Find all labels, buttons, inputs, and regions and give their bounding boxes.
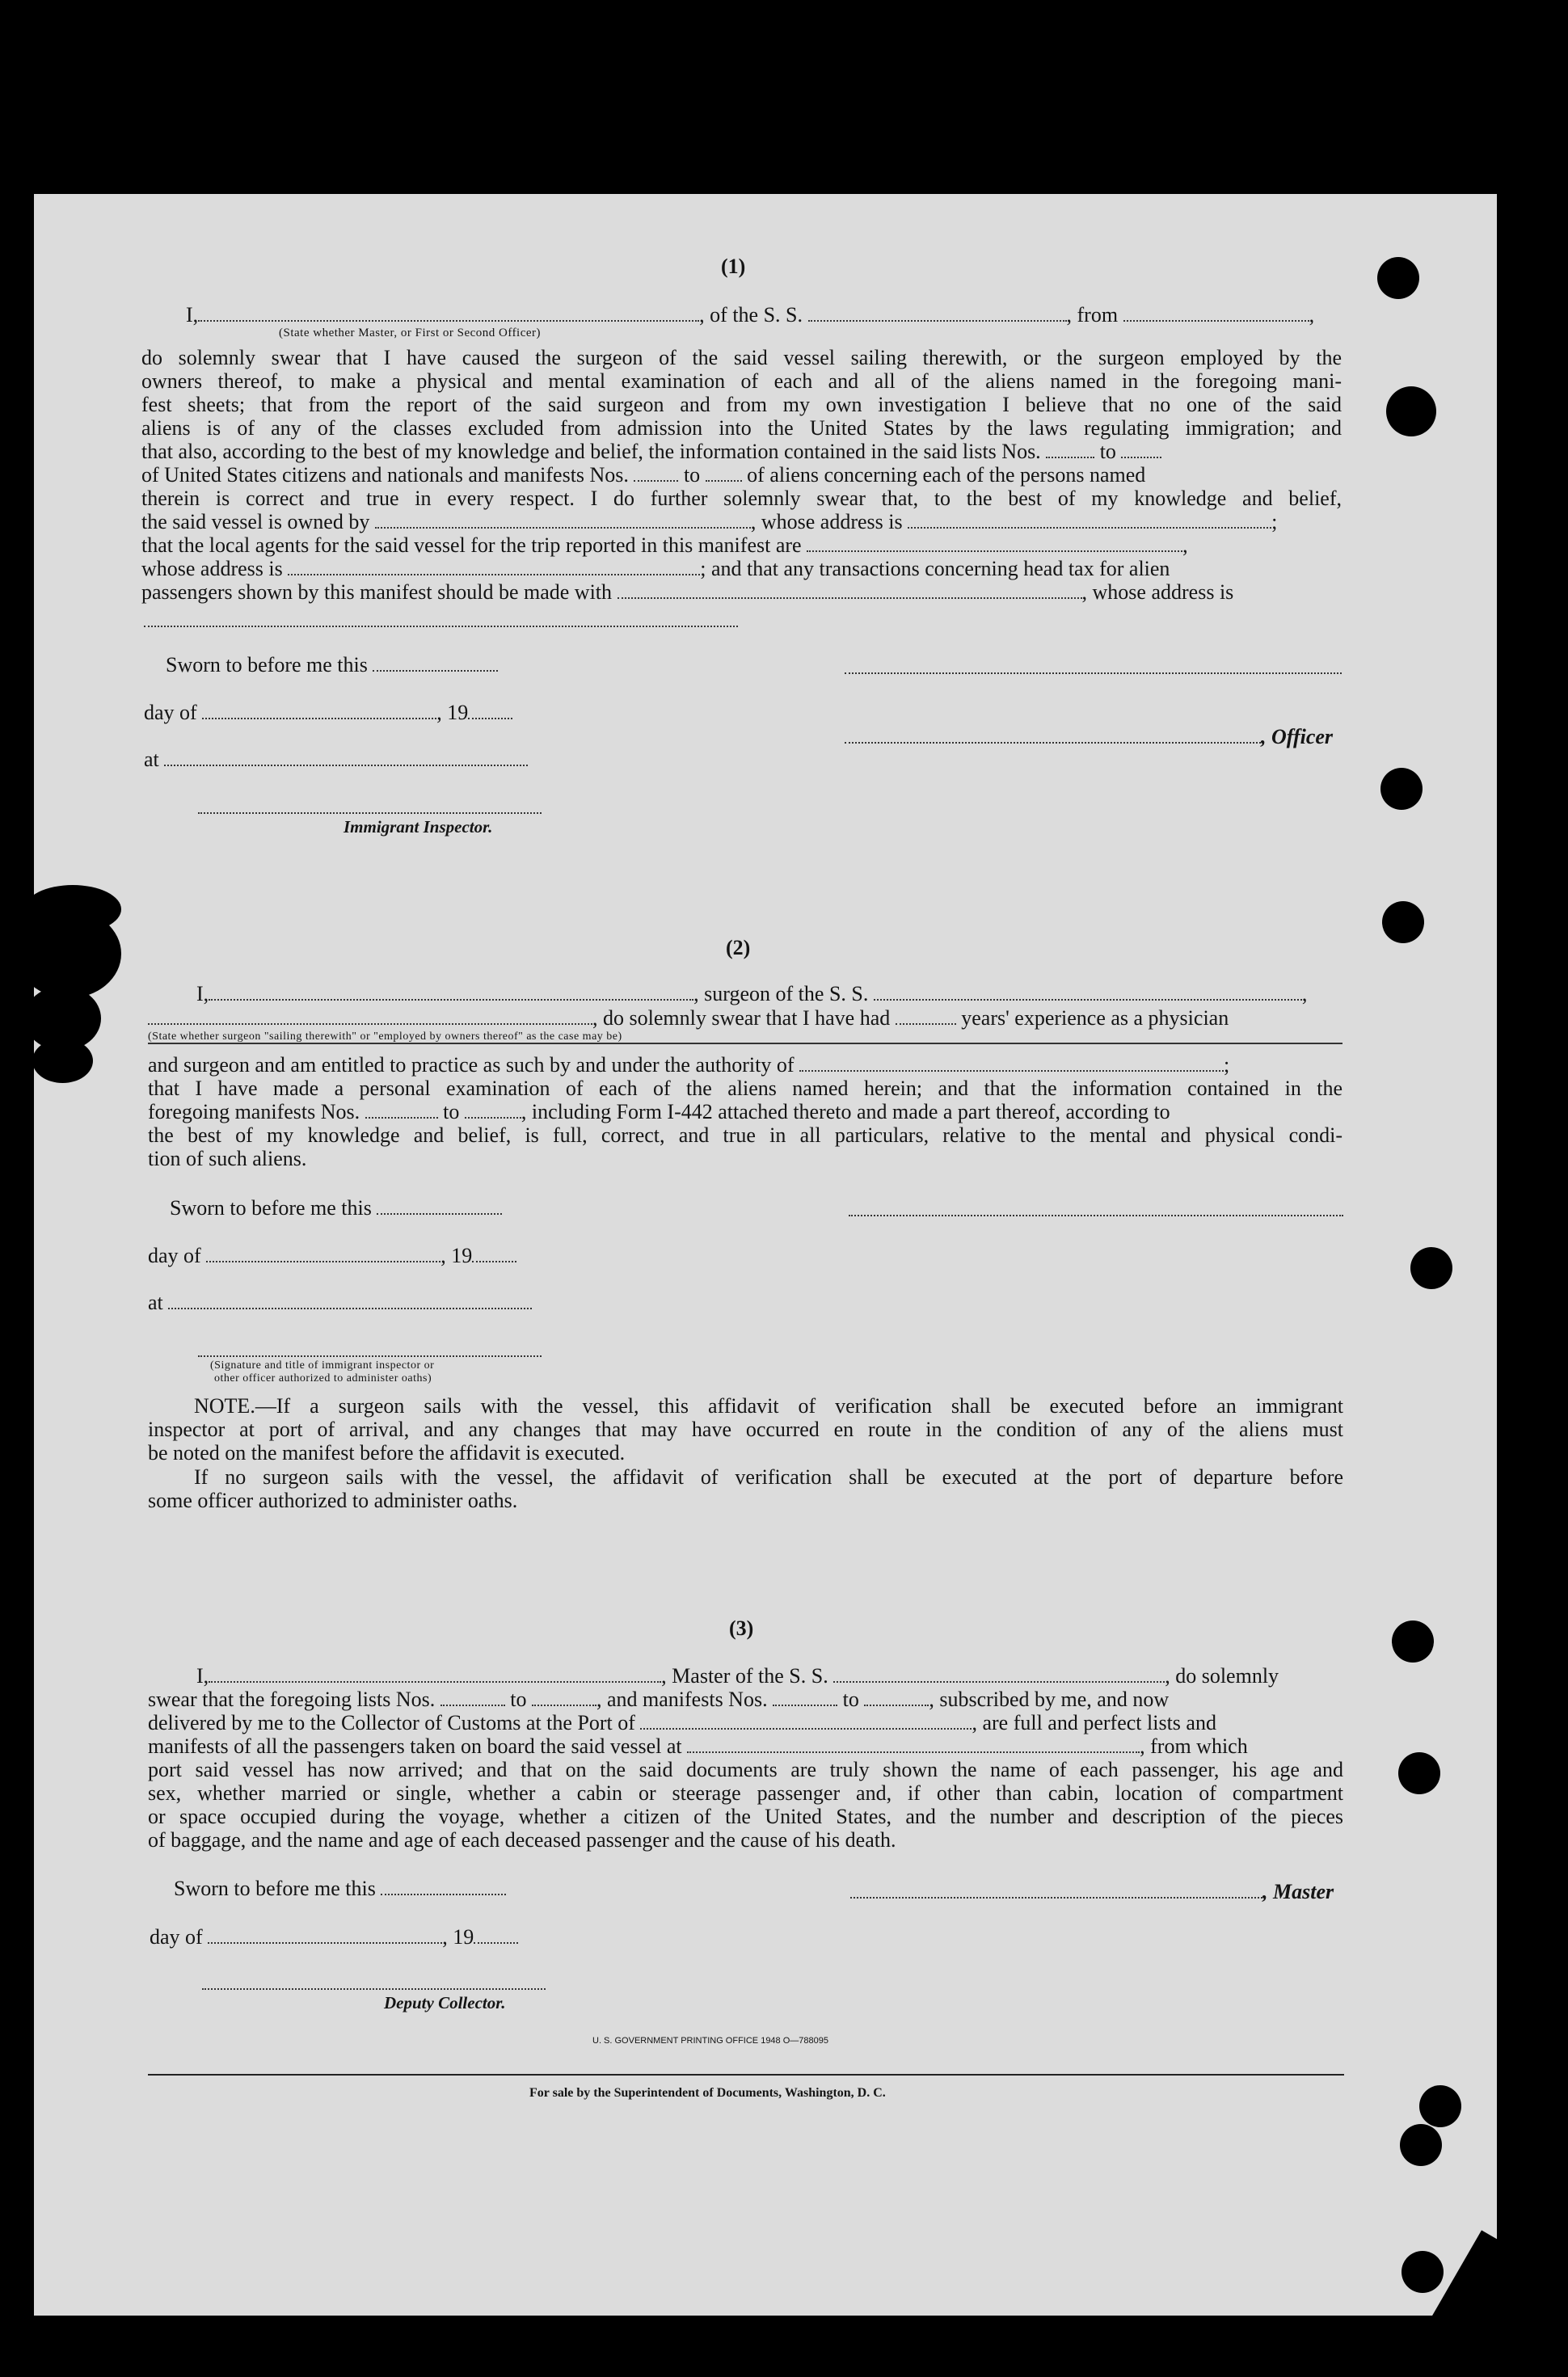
section3-heading: (3): [729, 1616, 754, 1640]
punch-hole: [1400, 2124, 1442, 2166]
s1-address-line[interactable]: [144, 626, 738, 627]
s2-surgeon-signature-line[interactable]: [849, 1215, 1343, 1216]
s3-sworn: Sworn to before me this: [174, 1877, 506, 1901]
punch-hole: [1398, 1752, 1440, 1794]
punch-hole: [1392, 1620, 1434, 1663]
agents-address-field[interactable]: [288, 559, 700, 575]
s3-master-signature-field[interactable]: [850, 1882, 1262, 1899]
s3-port-field[interactable]: [640, 1713, 972, 1730]
s1-line7: therein is correct and true in every respect. I do further solemnly swear that, to the best of my knowledge and belief,: [141, 487, 1342, 510]
section1-heading: (1): [721, 255, 746, 278]
s2-inspector-signature-line[interactable]: [198, 1355, 542, 1357]
s1-officer-signature-line[interactable]: [845, 672, 1342, 674]
caption-surgeon: (State whether surgeon "sailing therewith" or "employed by owners thereof" as the case may be): [148, 1030, 622, 1043]
s3-deputy-signature-line[interactable]: [202, 1988, 546, 1990]
s1-line11: passengers shown by this manifest should be made with , whose address is: [141, 580, 1234, 604]
note-line: inspector at port of arrival, and any changes that may have occurred en route in the condition of any of the aliens must: [148, 1418, 1343, 1441]
note-line: NOTE.—If a surgeon sails with the vessel, this affidavit of verification shall be executed before an immigrant: [194, 1394, 1343, 1418]
s1-year-field[interactable]: [468, 703, 512, 719]
s1-officer-line: , Officer: [845, 725, 1333, 749]
punch-hole: [1380, 768, 1423, 810]
s3-text-line: of baggage, and the name and age of each deceased passenger and the cause of his death.: [148, 1828, 896, 1852]
footer-rule: [148, 2074, 1344, 2076]
s1-text-line: owners thereof, to make a physical and mental examination of each and all of the aliens named in the foregoing mani-: [141, 369, 1342, 393]
torn-edge: [32, 1039, 93, 1083]
s2-line4: that I have made a personal examination of each of the aliens named herein; and that the information contained in the: [148, 1077, 1342, 1100]
torn-edge: [16, 909, 121, 998]
s2-at-field[interactable]: [168, 1293, 532, 1309]
sig-caption-2: other officer authorized to administer oaths): [214, 1372, 432, 1384]
s3-deputy-label: Deputy Collector.: [384, 1993, 506, 2012]
s1-text-line: do solemnly swear that I have caused the surgeon of the said vessel sailing therewith, or the surgeon employed by the: [141, 346, 1342, 369]
s1-line6: of United States citizens and nationals and manifests Nos. to of aliens concerning each of the persons named: [141, 463, 1146, 487]
s2-at: at: [148, 1291, 532, 1315]
manifests-from-field[interactable]: [634, 466, 678, 482]
s3-lists-to-field[interactable]: [532, 1690, 596, 1706]
s3-line4: manifests of all the passengers taken on board the said vessel at , from which: [148, 1734, 1248, 1758]
s1-month-field[interactable]: [202, 703, 436, 719]
s1-officer-field[interactable]: [845, 727, 1261, 744]
s3-text-line: or space occupied during the voyage, whether a citizen of the United States, and the number and description of the pieces: [148, 1805, 1343, 1828]
s1-text-line: fest sheets; that from the report of the said surgeon and from my own investigation I believe that no one of the said: [141, 393, 1342, 416]
s3-master-line: , Master: [850, 1880, 1334, 1904]
s1-line10: whose address is ; and that any transactions concerning head tax for alien: [141, 557, 1170, 580]
agents-field[interactable]: [807, 536, 1182, 552]
s2-month-field[interactable]: [206, 1246, 440, 1262]
s3-vessel-field[interactable]: [833, 1667, 1165, 1683]
s3-year-field[interactable]: [474, 1928, 518, 1944]
authority-field[interactable]: [799, 1056, 1224, 1072]
owner-address-field[interactable]: [908, 512, 1271, 529]
s3-dayof: day of , 19: [150, 1925, 518, 1949]
s3-manifests-to-field[interactable]: [864, 1690, 929, 1706]
s1-inspector-signature-line[interactable]: [198, 812, 542, 814]
s2-line1: I, , surgeon of the S. S. ,: [196, 982, 1308, 1005]
s2-surgeon-underline: [148, 1043, 1342, 1044]
note-line: If no surgeon sails with the vessel, the affidavit of verification shall be executed at the port of departure before: [194, 1465, 1343, 1489]
s3-sworn-day-field[interactable]: [381, 1879, 506, 1895]
s2-sworn: Sworn to before me this: [170, 1196, 502, 1220]
s2-manifest-from-field[interactable]: [365, 1102, 438, 1119]
s1-at: at: [144, 748, 528, 772]
s3-text-line: sex, whether married or single, whether a cabin or steerage passenger and, if other than cabin, location of compartment: [148, 1781, 1343, 1805]
s3-line1: I, , Master of the S. S. , do solemnly: [196, 1664, 1279, 1688]
s1-inspector-label: Immigrant Inspector.: [344, 817, 493, 837]
from-port-field[interactable]: [1123, 306, 1309, 322]
note-line: be noted on the manifest before the affidavit is executed.: [148, 1441, 626, 1465]
s2-line5: foregoing manifests Nos. to , including Form I-442 attached thereto and made a part thereof, according to: [148, 1100, 1170, 1123]
lists-to-field[interactable]: [1121, 442, 1161, 458]
punch-hole: [1386, 386, 1436, 436]
s2-vessel-field[interactable]: [874, 984, 1302, 1001]
s1-at-field[interactable]: [164, 750, 528, 766]
owner-field[interactable]: [375, 512, 751, 529]
s1-text-line: aliens is of any of the classes excluded from admission into the United States by the laws regulating immigration; and: [141, 416, 1342, 440]
s3-manifests-from-field[interactable]: [773, 1690, 837, 1706]
punch-hole: [1382, 901, 1424, 943]
s3-lists-from-field[interactable]: [440, 1690, 505, 1706]
s2-dayof: day of , 19: [148, 1244, 516, 1268]
s2-master-name-field[interactable]: [209, 984, 693, 1001]
s2-sworn-day-field[interactable]: [377, 1199, 502, 1215]
s3-master-name-field[interactable]: [209, 1667, 661, 1683]
master-title-field[interactable]: [198, 306, 699, 322]
s2-manifest-to-field[interactable]: [465, 1102, 521, 1119]
sig-caption-1: (Signature and title of immigrant inspector or: [210, 1359, 435, 1372]
punch-hole: [1419, 2085, 1461, 2127]
manifests-to-field[interactable]: [706, 466, 742, 482]
s3-departure-port-field[interactable]: [687, 1737, 1140, 1753]
years-field[interactable]: [896, 1009, 956, 1025]
s3-month-field[interactable]: [208, 1928, 442, 1944]
s3-line3: delivered by me to the Collector of Customs at the Port of , are full and perfect lists and: [148, 1711, 1216, 1734]
s1-sworn: Sworn to before me this: [166, 653, 498, 677]
s1-line5: that also, according to the best of my knowledge and belief, the information contained in the said lists Nos. to: [141, 440, 1161, 464]
punch-hole: [1410, 1247, 1452, 1289]
punch-hole: [1377, 257, 1419, 299]
lists-from-field[interactable]: [1046, 442, 1094, 458]
gpo-imprint: U. S. GOVERNMENT PRINTING OFFICE 1948 O—788095: [592, 2036, 828, 2046]
section2-heading: (2): [726, 936, 751, 959]
note-line: some officer authorized to administer oaths.: [148, 1489, 518, 1512]
s2-year-field[interactable]: [472, 1246, 516, 1262]
s1-line8: the said vessel is owned by , whose address is ;: [141, 510, 1278, 533]
s2-surgeon-name-field[interactable]: [148, 1009, 592, 1025]
caption-master: (State whether Master, or First or Second Officer): [279, 327, 542, 339]
headtax-party-field[interactable]: [618, 583, 1082, 599]
punch-hole: [1402, 2251, 1444, 2293]
s2-line2: , do solemnly swear that I have had years' experience as a physician: [148, 1006, 1229, 1030]
s3-line2: swear that the foregoing lists Nos. to , and manifests Nos. to , subscribed by me, and now: [148, 1688, 1170, 1711]
s3-text-line: port said vessel has now arrived; and that on the said documents are truly shown the name of each passenger, his age and: [148, 1758, 1343, 1781]
s1-sworn-day-field[interactable]: [373, 655, 498, 672]
sale-notice: For sale by the Superintendent of Documents, Washington, D. C.: [529, 2086, 886, 2100]
vessel-name-field[interactable]: [808, 306, 1067, 322]
s1-line9: that the local agents for the said vessel for the trip reported in this manifest are ,: [141, 533, 1188, 557]
s2-line7: tion of such aliens.: [148, 1147, 307, 1170]
s2-line3: and surgeon and am entitled to practice as such by and under the authority of ;: [148, 1053, 1230, 1077]
s1-line1: I, , of the S. S. , from ,: [186, 303, 1315, 327]
s2-line6: the best of my knowledge and belief, is full, correct, and true in all particulars, relative to the mental and physical condi-: [148, 1123, 1342, 1147]
s1-dayof: day of , 19: [144, 701, 512, 725]
